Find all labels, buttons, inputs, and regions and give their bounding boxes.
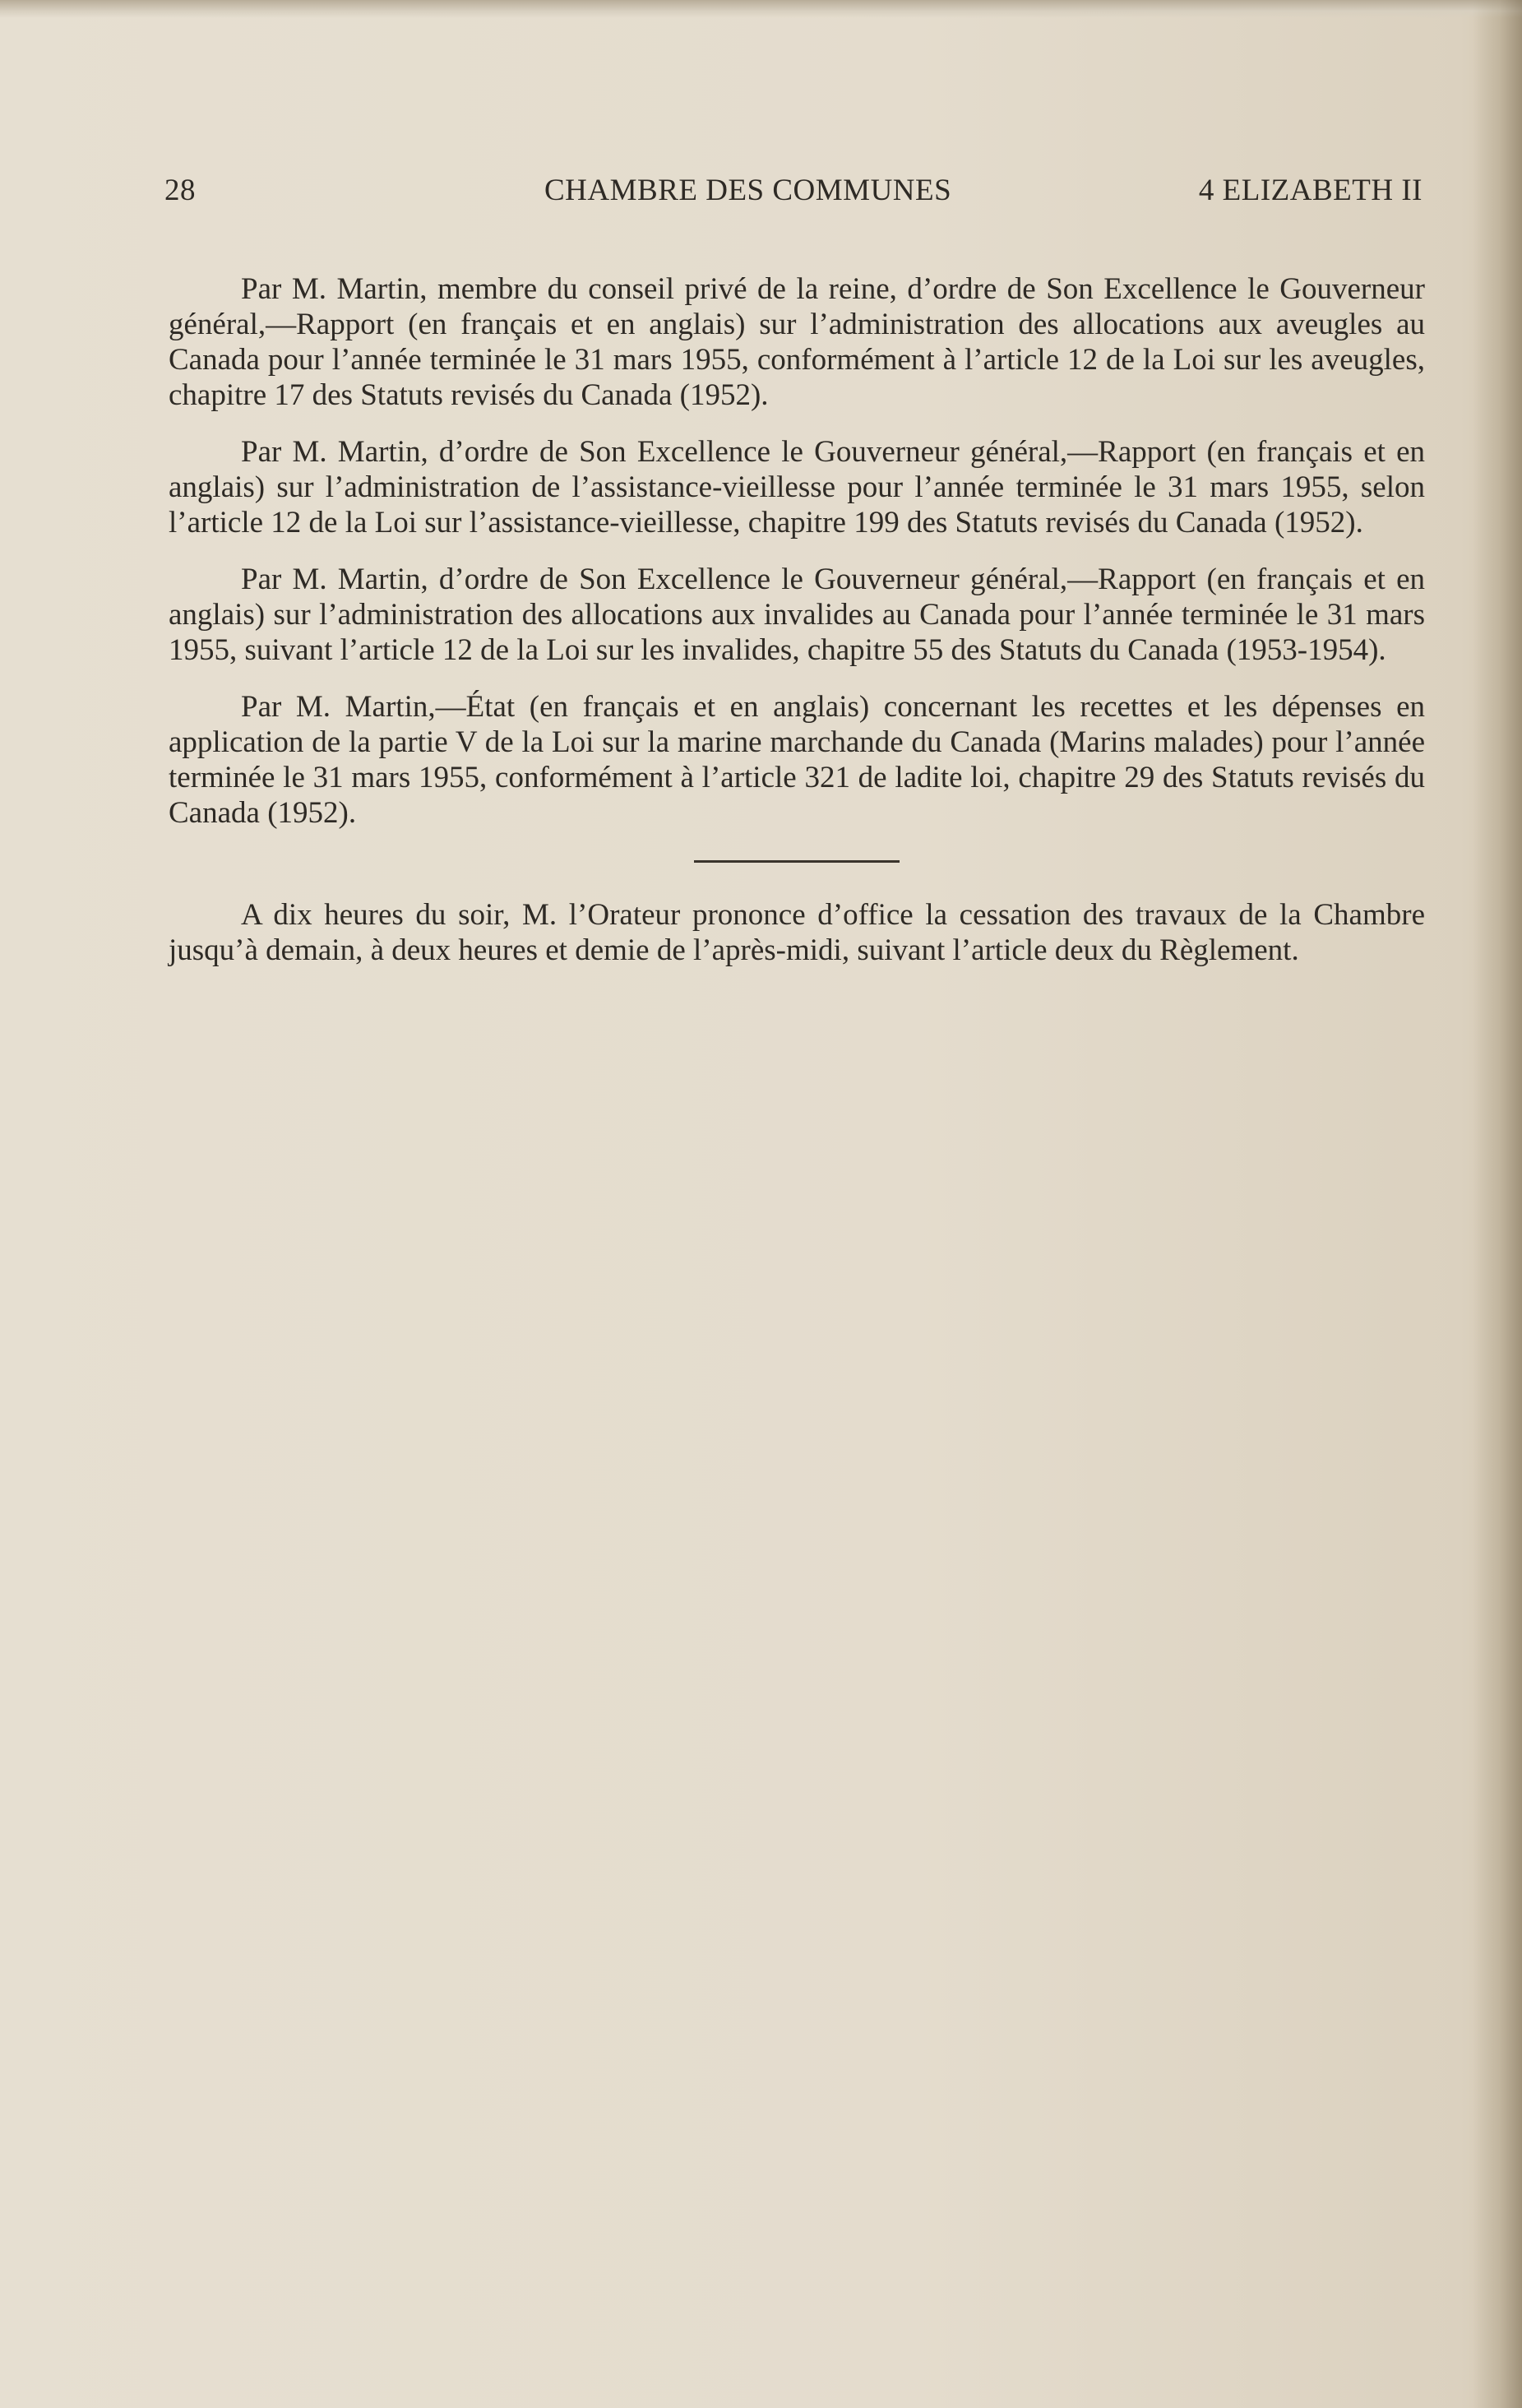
section-divider <box>694 860 900 863</box>
paragraph-merchant-marine-statement: Par M. Martin,—État (en français et en anglais) concernant les recettes et les dépenses en application de la partie V de la Loi sur la marine marchande du Canada (Marins malades) pour l’année terminée le 31 mars 1955, conformément à l’article 321 de ladite loi, chapitre 29 des Statuts revisés du Canada (1952). <box>169 690 1425 830</box>
paragraph-disabled-persons-report: Par M. Martin, d’ordre de Son Excellence le Gouverneur général,—Rapport (en français et en anglais) sur l’administration des allocations aux invalides au Canada pour l’année terminée le 31 mars 1955, suivant l’article 12 de la Loi sur les invalides, chapitre 55 des Statuts du Canada (1953-1954). <box>169 563 1425 667</box>
running-header <box>164 173 1423 222</box>
page-spine-shadow <box>1473 0 1522 2408</box>
page-top-edge <box>0 0 1522 18</box>
reverse-side-show-through <box>148 954 1447 2352</box>
paragraph-adjournment: A dix heures du soir, M. l’Orateur prononce d’office la cessation des travaux de la Chambre jusqu’à demain, à deux heures et demie de l’après-midi, suivant l’article deux du Règlement. <box>169 898 1425 967</box>
page-number: 28 <box>164 174 196 207</box>
body-text <box>169 271 1425 989</box>
paragraph-old-age-assistance-report: Par M. Martin, d’ordre de Son Excellence le Gouverneur général,—Rapport (en français et en anglais) sur l’administration de l’assistance-vieillesse pour l’année terminée le 31 mars 1955, selon l’article 12 de la Loi sur l’assistance-vieillesse, chapitre 199 des Statuts revisés du Canada (1952). <box>169 435 1425 539</box>
paragraph-blind-persons-report: Par M. Martin, membre du conseil privé de la reine, d’ordre de Son Excellence le Gouverneur général,—Rapport (en français et en anglais) sur l’administration des allocations aux aveugles au Canada pour l’année terminée le 31 mars 1955, conformément à l’article 12 de la Loi sur les aveugles, chapitre 17 des Statuts revisés du Canada (1952). <box>169 272 1425 412</box>
session-label: 4 ELIZABETH II <box>1198 174 1423 207</box>
running-title: CHAMBRE DES COMMUNES <box>544 174 952 207</box>
